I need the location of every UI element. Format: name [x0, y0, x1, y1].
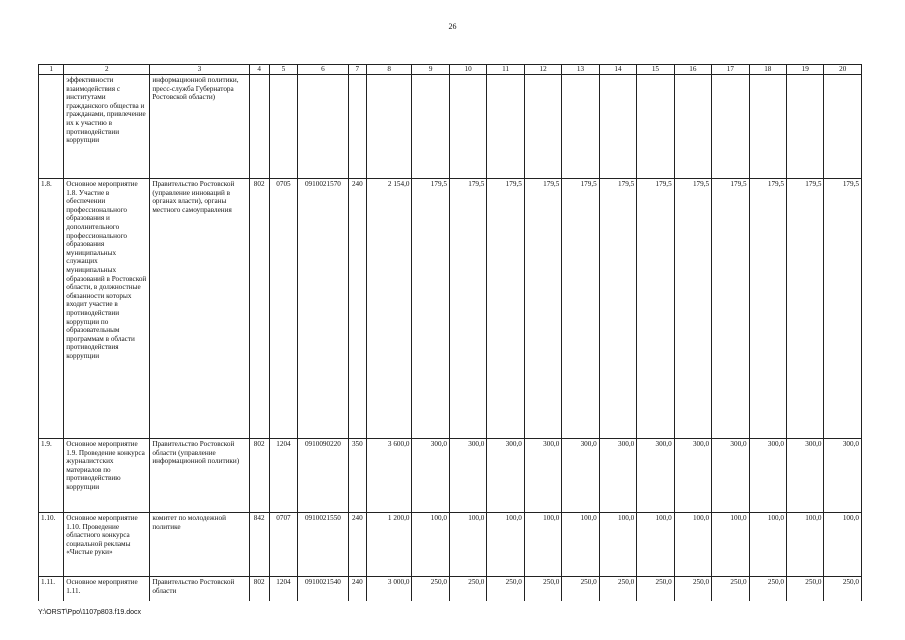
total-amount: 1 200,0	[366, 513, 412, 577]
year-amount-6	[599, 75, 636, 179]
executor-name: Правительство Ростовской области	[150, 577, 249, 602]
year-amount-5: 100,0	[562, 513, 599, 577]
year-amount-2	[449, 75, 486, 179]
year-amount-9: 300,0	[712, 439, 749, 513]
column-header-17: 17	[712, 65, 749, 75]
year-amount-3: 250,0	[487, 577, 524, 602]
year-amount-1: 100,0	[412, 513, 449, 577]
measure-name: Основное мероприятие 1.10. Проведение областного конкурса социальной рекламы «Чистые руки»	[64, 513, 150, 577]
year-amount-7	[637, 75, 674, 179]
column-header-13: 13	[562, 65, 599, 75]
year-amount-10: 100,0	[749, 513, 786, 577]
table-row	[39, 179, 862, 439]
year-amount-9	[712, 75, 749, 179]
section-code: 1204	[269, 439, 297, 513]
grbs-code: 802	[249, 439, 269, 513]
year-amount-2: 250,0	[449, 577, 486, 602]
footer-file-path: Y:\ORST\Ppo\1107p803.f19.docx	[38, 609, 141, 616]
program-table	[38, 64, 862, 601]
column-header-15: 15	[637, 65, 674, 75]
column-header-6: 6	[298, 65, 349, 75]
column-header-9: 9	[412, 65, 449, 75]
year-amount-1	[412, 75, 449, 179]
year-amount-12: 100,0	[824, 513, 862, 577]
year-amount-8	[674, 75, 711, 179]
column-header-7: 7	[348, 65, 366, 75]
year-amount-6: 250,0	[599, 577, 636, 602]
year-amount-9: 179,5	[712, 179, 749, 439]
year-amount-8: 300,0	[674, 439, 711, 513]
section-code: 1204	[269, 577, 297, 602]
year-amount-11: 300,0	[787, 439, 824, 513]
year-amount-12	[824, 75, 862, 179]
measure-name: Основное мероприятие 1.11.	[64, 577, 150, 602]
year-amount-12: 300,0	[824, 439, 862, 513]
year-amount-2: 100,0	[449, 513, 486, 577]
year-amount-4	[524, 75, 561, 179]
year-amount-10: 250,0	[749, 577, 786, 602]
year-amount-11: 179,5	[787, 179, 824, 439]
column-header-14: 14	[599, 65, 636, 75]
column-header-19: 19	[787, 65, 824, 75]
executor-name: Правительство Ростовской (управление инноваций в органах власти), органы местного самоуправления	[150, 179, 249, 439]
target-article-code: 0910021540	[298, 577, 349, 602]
year-amount-1: 179,5	[412, 179, 449, 439]
measure-name: Основное мероприятие 1.9. Проведение конкурса журналистских материалов по противодействию коррупции	[64, 439, 150, 513]
row-number	[39, 75, 64, 179]
column-header-8: 8	[366, 65, 412, 75]
year-amount-4: 100,0	[524, 513, 561, 577]
total-amount: 2 154,0	[366, 179, 412, 439]
table-header-row	[39, 65, 862, 75]
column-header-11: 11	[487, 65, 524, 75]
year-amount-7: 179,5	[637, 179, 674, 439]
year-amount-4: 300,0	[524, 439, 561, 513]
measure-name: Основное мероприятие 1.8. Участие в обеспечении профессионального образования и дополнительного профессионального образования муниципальных служащих муниципальных образований в Ростовской области, в должностные обязанности которых входит участие в противодействии коррупции по образовательным программам в области противодействия коррупции	[64, 179, 150, 439]
column-header-18: 18	[749, 65, 786, 75]
table-body	[39, 75, 862, 602]
year-amount-5: 250,0	[562, 577, 599, 602]
year-amount-4: 179,5	[524, 179, 561, 439]
column-header-1: 1	[39, 65, 64, 75]
year-amount-9: 250,0	[712, 577, 749, 602]
column-header-12: 12	[524, 65, 561, 75]
year-amount-5: 300,0	[562, 439, 599, 513]
total-amount	[366, 75, 412, 179]
program-table-wrap	[38, 64, 862, 601]
executor-name: информационной политики, пресс-служба Губернатора Ростовской области)	[150, 75, 249, 179]
target-article-code: 0910021570	[298, 179, 349, 439]
year-amount-3	[487, 75, 524, 179]
row-number: 1.9.	[39, 439, 64, 513]
grbs-code	[249, 75, 269, 179]
expense-type-code: 240	[348, 513, 366, 577]
year-amount-11	[787, 75, 824, 179]
page-number: 26	[448, 22, 457, 31]
target-article-code: 0910090220	[298, 439, 349, 513]
expense-type-code: 240	[348, 577, 366, 602]
total-amount: 3 000,0	[366, 577, 412, 602]
year-amount-3: 100,0	[487, 513, 524, 577]
year-amount-7: 300,0	[637, 439, 674, 513]
year-amount-7: 250,0	[637, 577, 674, 602]
year-amount-10: 300,0	[749, 439, 786, 513]
target-article-code	[298, 75, 349, 179]
target-article-code: 0910021550	[298, 513, 349, 577]
row-number: 1.11.	[39, 577, 64, 602]
year-amount-6: 100,0	[599, 513, 636, 577]
year-amount-8: 100,0	[674, 513, 711, 577]
year-amount-12: 250,0	[824, 577, 862, 602]
year-amount-1: 300,0	[412, 439, 449, 513]
column-header-2: 2	[64, 65, 150, 75]
grbs-code: 802	[249, 577, 269, 602]
year-amount-12: 179,5	[824, 179, 862, 439]
row-number: 1.10.	[39, 513, 64, 577]
year-amount-10	[749, 75, 786, 179]
year-amount-7: 100,0	[637, 513, 674, 577]
year-amount-5: 179,5	[562, 179, 599, 439]
year-amount-11: 250,0	[787, 577, 824, 602]
grbs-code: 802	[249, 179, 269, 439]
year-amount-3: 179,5	[487, 179, 524, 439]
measure-name: эффективности взаимодействия с институтами гражданского общества и гражданами, привлечение их к участию в противодействии коррупции	[64, 75, 150, 179]
total-amount: 3 600,0	[366, 439, 412, 513]
section-code	[269, 75, 297, 179]
year-amount-2: 179,5	[449, 179, 486, 439]
section-code: 0707	[269, 513, 297, 577]
column-header-20: 20	[824, 65, 862, 75]
grbs-code: 842	[249, 513, 269, 577]
column-header-10: 10	[449, 65, 486, 75]
column-header-3: 3	[150, 65, 249, 75]
column-header-16: 16	[674, 65, 711, 75]
column-header-5: 5	[269, 65, 297, 75]
year-amount-11: 100,0	[787, 513, 824, 577]
year-amount-8: 179,5	[674, 179, 711, 439]
year-amount-3: 300,0	[487, 439, 524, 513]
year-amount-9: 100,0	[712, 513, 749, 577]
year-amount-5	[562, 75, 599, 179]
section-code: 0705	[269, 179, 297, 439]
table-row	[39, 439, 862, 513]
year-amount-2: 300,0	[449, 439, 486, 513]
year-amount-6: 300,0	[599, 439, 636, 513]
executor-name: Правительство Ростовской области (управление информационной политики)	[150, 439, 249, 513]
year-amount-8: 250,0	[674, 577, 711, 602]
year-amount-4: 250,0	[524, 577, 561, 602]
year-amount-6: 179,5	[599, 179, 636, 439]
expense-type-code: 240	[348, 179, 366, 439]
year-amount-10: 179,5	[749, 179, 786, 439]
row-number: 1.8.	[39, 179, 64, 439]
expense-type-code	[348, 75, 366, 179]
year-amount-1: 250,0	[412, 577, 449, 602]
table-row	[39, 75, 862, 179]
expense-type-code: 350	[348, 439, 366, 513]
table-row	[39, 513, 862, 577]
table-row	[39, 577, 862, 602]
executor-name: комитет по молодежной политике	[150, 513, 249, 577]
column-header-4: 4	[249, 65, 269, 75]
